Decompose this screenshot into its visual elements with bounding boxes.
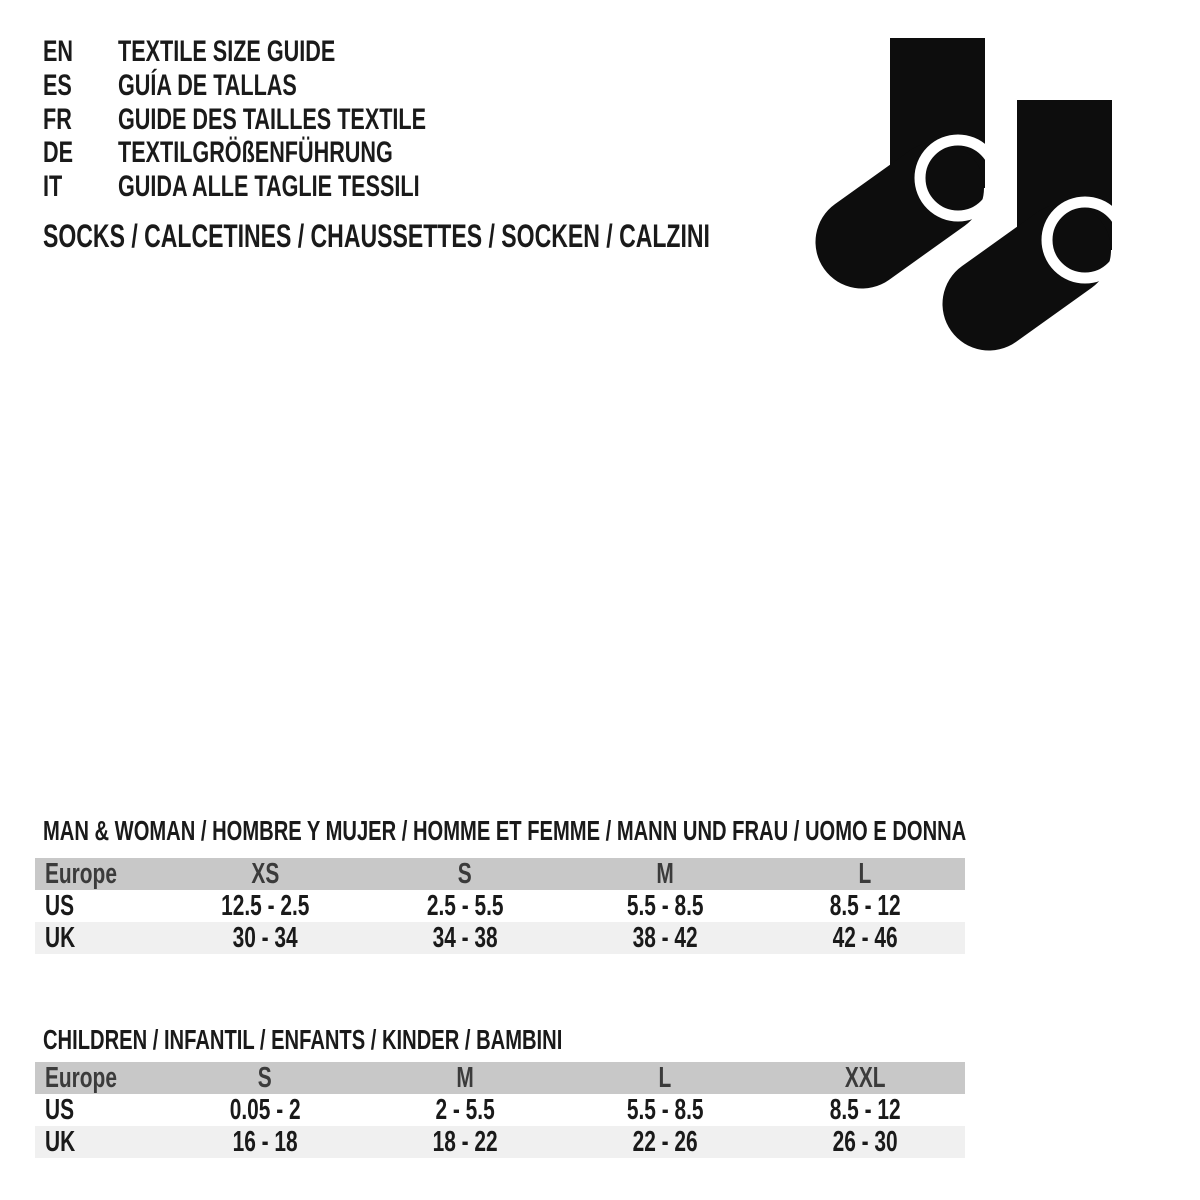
children-table-title-line <box>43 1025 764 1055</box>
language-label: GUIDE DES TAILLES TEXTILE <box>118 102 427 136</box>
adults-table-header-row <box>35 858 965 890</box>
adults-table-title: MAN & WOMAN / HOMBRE Y MUJER / HOMME ET FEMME / MANN UND FRAU / UOMO E DONNA <box>43 815 967 846</box>
children-table-header-row <box>35 1062 965 1094</box>
language-list <box>43 35 546 204</box>
size-value: 26 - 30 <box>832 1125 898 1158</box>
language-label: GUIDA ALLE TAGLIE TESSILI <box>118 170 420 204</box>
language-code: IT <box>43 170 63 204</box>
size-value: 12.5 - 2.5 <box>220 889 310 922</box>
column-header-size: L <box>658 1061 672 1094</box>
column-header-size: M <box>656 857 674 890</box>
size-value: 2 - 5.5 <box>435 1093 495 1126</box>
column-header-region: Europe <box>45 857 117 890</box>
children-table-row-uk <box>35 1126 965 1158</box>
adults-table-row-uk <box>35 922 965 954</box>
row-label: UK <box>45 1125 76 1158</box>
language-row <box>43 69 546 103</box>
language-row <box>43 103 546 137</box>
size-value: 5.5 - 8.5 <box>626 1093 704 1126</box>
adults-table-row-us <box>35 890 965 922</box>
language-code: DE <box>43 136 74 170</box>
adults-table-title-line <box>43 816 1200 846</box>
column-header-size: S <box>458 857 472 890</box>
row-label: UK <box>45 921 76 954</box>
language-label: GUÍA DE TALLAS <box>118 68 297 102</box>
language-row <box>43 136 546 170</box>
language-row <box>43 170 546 204</box>
socks-icon <box>810 22 1160 362</box>
size-value: 0.05 - 2 <box>229 1093 301 1126</box>
language-code: FR <box>43 102 72 136</box>
size-value: 34 - 38 <box>432 921 498 954</box>
language-label: TEXTILGRÖßENFÜHRUNG <box>118 136 393 170</box>
size-value: 16 - 18 <box>232 1125 298 1158</box>
column-header-region: Europe <box>45 1061 117 1094</box>
category-title: SOCKS / CALCETINES / CHAUSSETTES / SOCKEN / CALZINI <box>43 218 710 254</box>
column-header-size: XS <box>251 857 279 890</box>
children-table-title: CHILDREN / INFANTIL / ENFANTS / KINDER / BAMBINI <box>43 1024 563 1055</box>
size-value: 30 - 34 <box>232 921 298 954</box>
row-label: US <box>45 1093 75 1126</box>
language-code: ES <box>43 68 72 102</box>
size-value: 5.5 - 8.5 <box>626 889 704 922</box>
language-label: TEXTILE SIZE GUIDE <box>118 34 336 68</box>
size-value: 42 - 46 <box>832 921 898 954</box>
column-header-size: M <box>456 1061 474 1094</box>
size-value: 38 - 42 <box>632 921 698 954</box>
children-size-table <box>35 1062 965 1158</box>
column-header-size: XXL <box>844 1061 886 1094</box>
column-header-size: L <box>858 857 872 890</box>
children-table-row-us <box>35 1094 965 1126</box>
size-value: 18 - 22 <box>432 1125 498 1158</box>
language-row <box>43 35 546 69</box>
size-value: 2.5 - 5.5 <box>426 889 504 922</box>
column-header-size: S <box>258 1061 272 1094</box>
row-label: US <box>45 889 75 922</box>
language-code: EN <box>43 34 74 68</box>
size-value: 8.5 - 12 <box>829 1093 901 1126</box>
adults-size-table <box>35 858 965 954</box>
size-value: 8.5 - 12 <box>829 889 901 922</box>
size-value: 22 - 26 <box>632 1125 698 1158</box>
